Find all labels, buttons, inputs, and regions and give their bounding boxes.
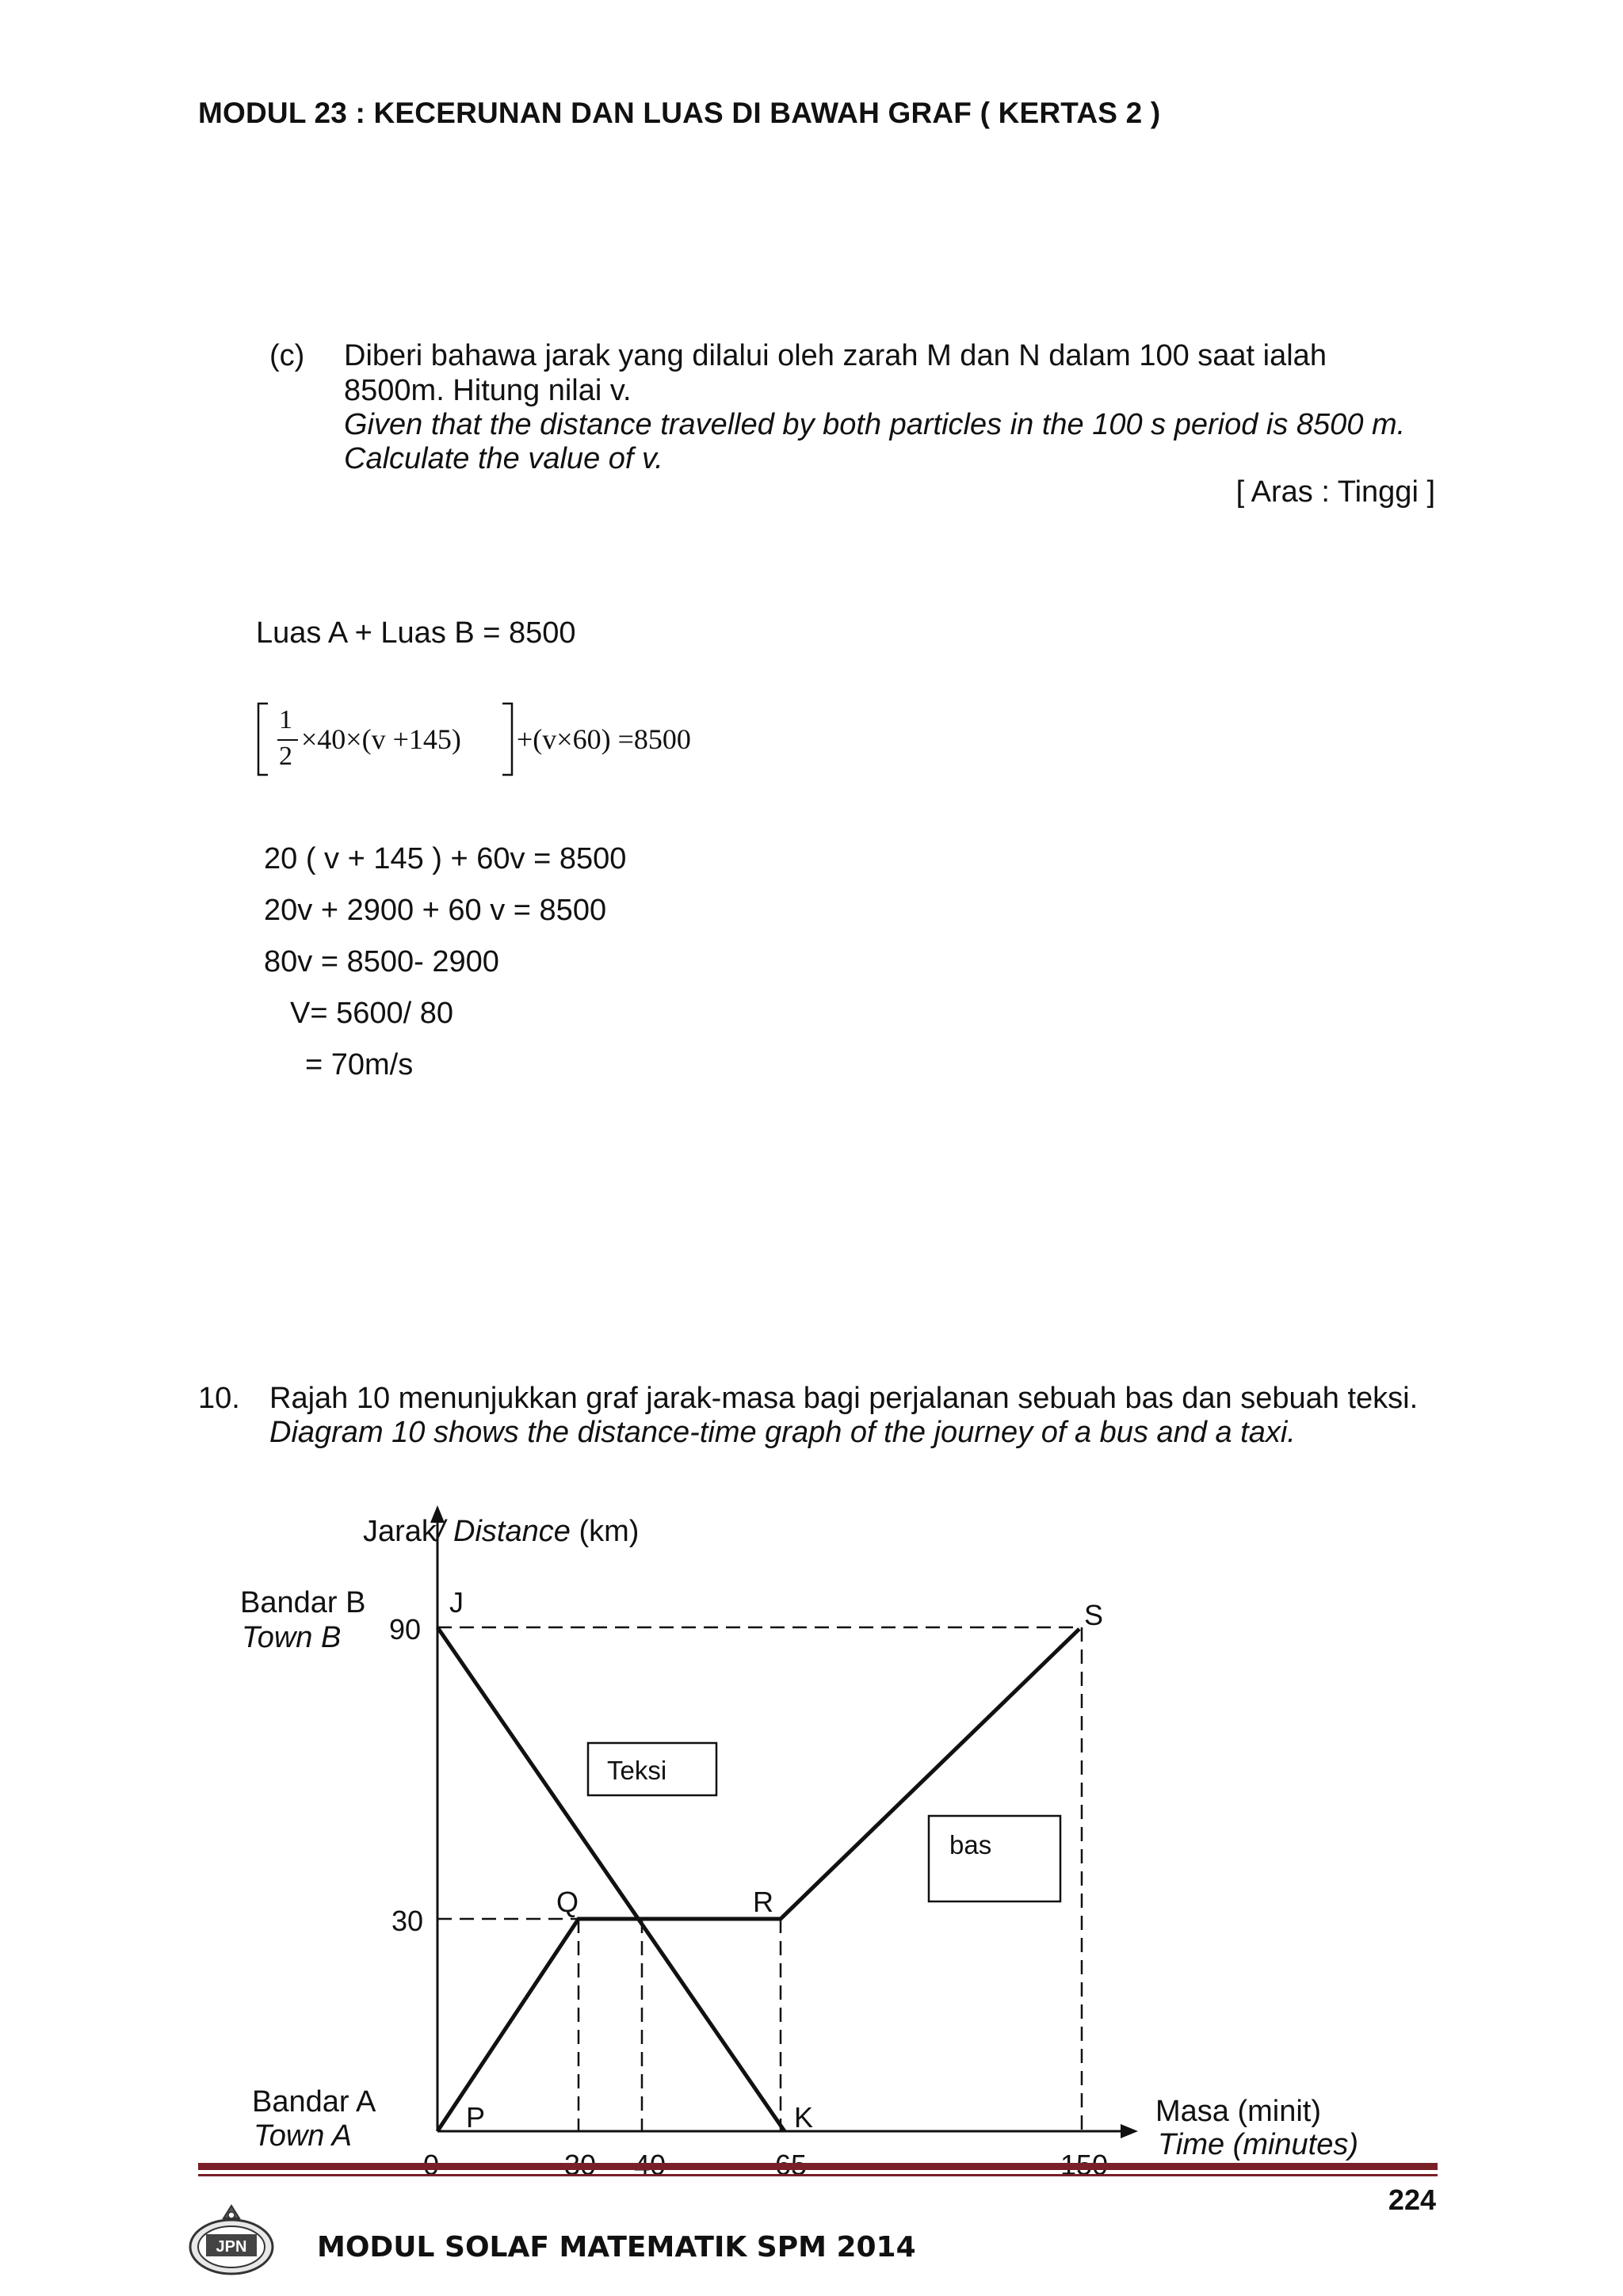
footer-rule-thin	[198, 2174, 1438, 2176]
y-tick-90: 90	[389, 1613, 422, 1646]
point-k-label: K	[794, 2101, 814, 2134]
bus-label: bas	[949, 1830, 992, 1859]
question-10-line-2: Diagram 10 shows the distance-time graph of the journey of a bus and a taxi.	[269, 1416, 1296, 1449]
working-step-2: 20v + 2900 + 60 v = 8500	[264, 894, 607, 927]
part-c-line-3: Given that the distance travelled by both particles in the 100 s period is 8500 m.	[344, 408, 1406, 441]
point-s-label: S	[1084, 1599, 1104, 1631]
point-p-label: P	[466, 2101, 486, 2134]
difficulty-level: [ Aras : Tinggi ]	[1235, 475, 1435, 509]
point-j-label: J	[449, 1586, 464, 1619]
fraction-numerator: 1	[279, 705, 292, 734]
question-10-line-1: Rajah 10 menunjukkan graf jarak-masa bagi perjalanan sebuah bas dan sebuah teksi.	[269, 1382, 1419, 1415]
y-axis-label: Jarak/ Distance (km)	[363, 1515, 640, 1548]
working-step-1: 20 ( v + 145 ) + 60v = 8500	[264, 842, 627, 875]
working-line-1: Luas A + Luas B = 8500	[256, 616, 576, 650]
part-c-label: (c)	[269, 339, 305, 372]
part-c-line-2: 8500m. Hitung nilai v.	[344, 374, 632, 407]
part-c-line-4: Calculate the value of v.	[344, 442, 663, 475]
x-axis-label-en: Time (minutes)	[1158, 2128, 1359, 2161]
svg-text:JPN: JPN	[216, 2238, 247, 2256]
town-a-label-en: Town A	[254, 2119, 352, 2153]
page-number: 224	[1388, 2183, 1436, 2216]
equation-rest: +(v×60) =8500	[517, 723, 691, 755]
footer-module-title: MODUL SOLAF MATEMATIK SPM 2014	[317, 2231, 916, 2264]
town-b-label: Bandar B	[240, 1586, 366, 1619]
point-r-label: R	[753, 1886, 773, 1918]
town-b-label-en: Town B	[242, 1621, 342, 1654]
working-step-3: 80v = 8500- 2900	[264, 945, 499, 978]
y-tick-30: 30	[391, 1905, 424, 1937]
town-a-label: Bandar A	[252, 2085, 376, 2119]
taxi-label: Teksi	[607, 1756, 667, 1785]
x-axis-arrow-icon	[1121, 2124, 1138, 2138]
fraction-denominator: 2	[279, 742, 292, 771]
jpn-logo-icon	[187, 2201, 276, 2277]
part-c-line-1: Diberi bahawa jarak yang dilalui oleh zarah M dan N dalam 100 saat ialah	[344, 339, 1327, 372]
bus-line	[437, 1629, 1079, 2131]
point-q-label: Q	[556, 1886, 579, 1918]
question-10-number: 10.	[198, 1382, 240, 1415]
bus-label-box	[929, 1816, 1060, 1901]
footer-rule-thick	[198, 2163, 1438, 2170]
working-step-5: = 70m/s	[305, 1048, 414, 1081]
page-header-title: MODUL 23 : KECERUNAN DAN LUAS DI BAWAH GRAF ( KERTAS 2 )	[198, 97, 1161, 129]
x-axis-label: Masa (minit)	[1155, 2095, 1322, 2128]
working-step-4: V= 5600/ 80	[290, 997, 454, 1030]
equation-inner: ×40×(v +145)	[301, 723, 461, 755]
